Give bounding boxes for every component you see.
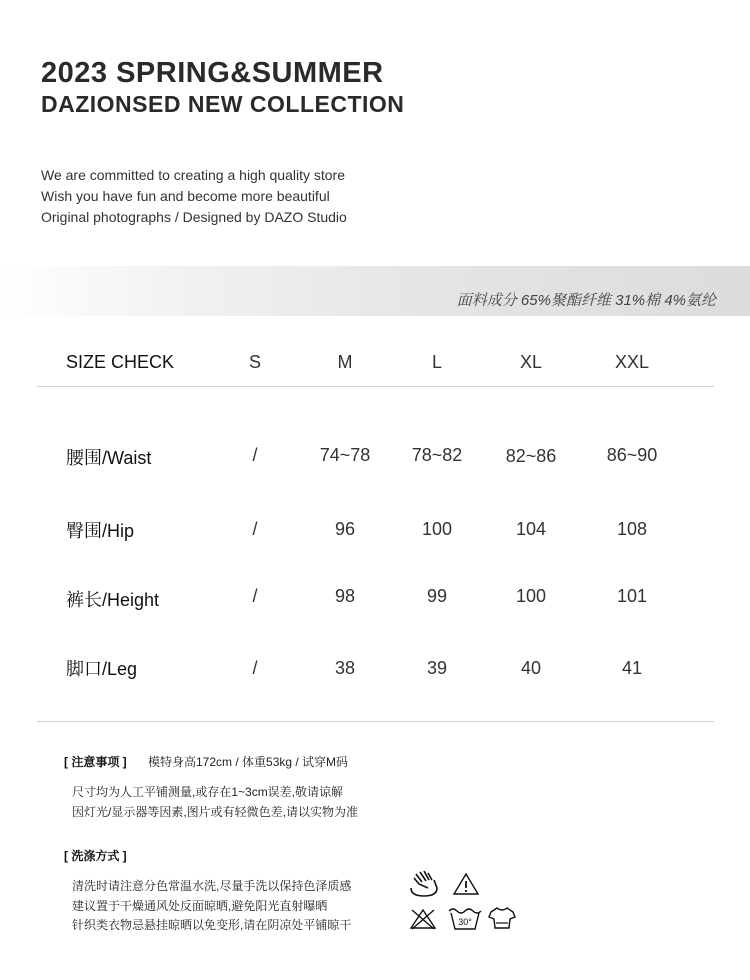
- row-label-waist: 腰围/Waist: [66, 448, 152, 468]
- wash-30-icon: [447, 905, 483, 931]
- table-cell: 100: [515, 586, 547, 606]
- table-cell: 108: [616, 519, 648, 539]
- table-cell: 82~86: [505, 446, 557, 466]
- washing-heading: [ 洗涤方式 ]: [64, 849, 127, 863]
- size-header-s: S: [248, 352, 261, 372]
- row-label-height: 裤长/Height: [66, 590, 160, 610]
- row-label-hip: 臀围/Hip: [66, 521, 135, 541]
- table-bottom-divider: [37, 721, 714, 722]
- no-bleach-icon: [409, 907, 437, 931]
- washing-line-2: 建议置于干燥通风处反面晾晒,避免阳光直射曝晒: [72, 899, 328, 913]
- size-header-m: M: [337, 352, 353, 372]
- tagline-line-1: We are committed to creating a high quality store: [41, 167, 346, 183]
- table-cell: 78~82: [411, 445, 463, 465]
- row-label-leg: 脚口/Leg: [66, 659, 138, 679]
- dry-flat-shirt-icon: [487, 905, 517, 931]
- size-header-l: L: [431, 352, 442, 372]
- washing-line-3: 针织类衣物忌悬挂晾晒以免变形,请在阴凉处平铺晾干: [72, 918, 352, 932]
- table-cell: 41: [621, 658, 643, 678]
- table-cell: 101: [616, 586, 648, 606]
- note-line-2: 因灯光/显示器等因素,图片或有轻微色差,请以实物为准: [72, 805, 359, 819]
- table-cell: 104: [515, 519, 547, 539]
- table-top-divider: [37, 386, 714, 387]
- washing-line-1: 清洗时请注意分色常温水洗,尽量手洗以保持色泽质感: [72, 879, 352, 893]
- tagline-line-2: Wish you have fun and become more beautiful: [41, 188, 330, 204]
- collection-year-title: 2023 SPRING&SUMMER: [41, 57, 384, 89]
- size-header-xxl: XXL: [614, 352, 650, 372]
- tagline-line-3: Original photographs / Designed by DAZO Studio: [41, 209, 347, 225]
- table-cell: 38: [334, 658, 356, 678]
- warning-icon: [452, 872, 480, 896]
- table-cell: 96: [334, 519, 356, 539]
- table-cell: 74~78: [319, 445, 371, 465]
- model-info: 模特身高172cm / 体重53kg / 试穿M码: [148, 755, 349, 769]
- size-check-header: SIZE CHECK: [66, 352, 175, 372]
- table-cell: 98: [334, 586, 356, 606]
- table-cell: 99: [426, 586, 448, 606]
- table-cell: 39: [426, 658, 448, 678]
- table-cell: /: [252, 586, 258, 606]
- hand-wash-icon: [408, 868, 440, 898]
- notes-heading: [ 注意事项 ]: [64, 755, 127, 769]
- note-line-1: 尺寸均为人工平铺测量,或存在1~3cm误差,敬请谅解: [72, 785, 344, 799]
- table-cell: /: [252, 519, 258, 539]
- table-cell: 100: [421, 519, 453, 539]
- table-cell: /: [252, 445, 258, 465]
- size-header-xl: XL: [519, 352, 543, 372]
- collection-name-title: DAZIONSED NEW COLLECTION: [41, 91, 405, 117]
- table-cell: /: [252, 658, 258, 678]
- fabric-composition: 面料成分 65%聚酯纤维 31%棉 4%氨纶: [456, 292, 716, 309]
- wash-temp-label: 30°: [458, 917, 472, 927]
- table-cell: 86~90: [606, 445, 658, 465]
- table-cell: 40: [520, 658, 542, 678]
